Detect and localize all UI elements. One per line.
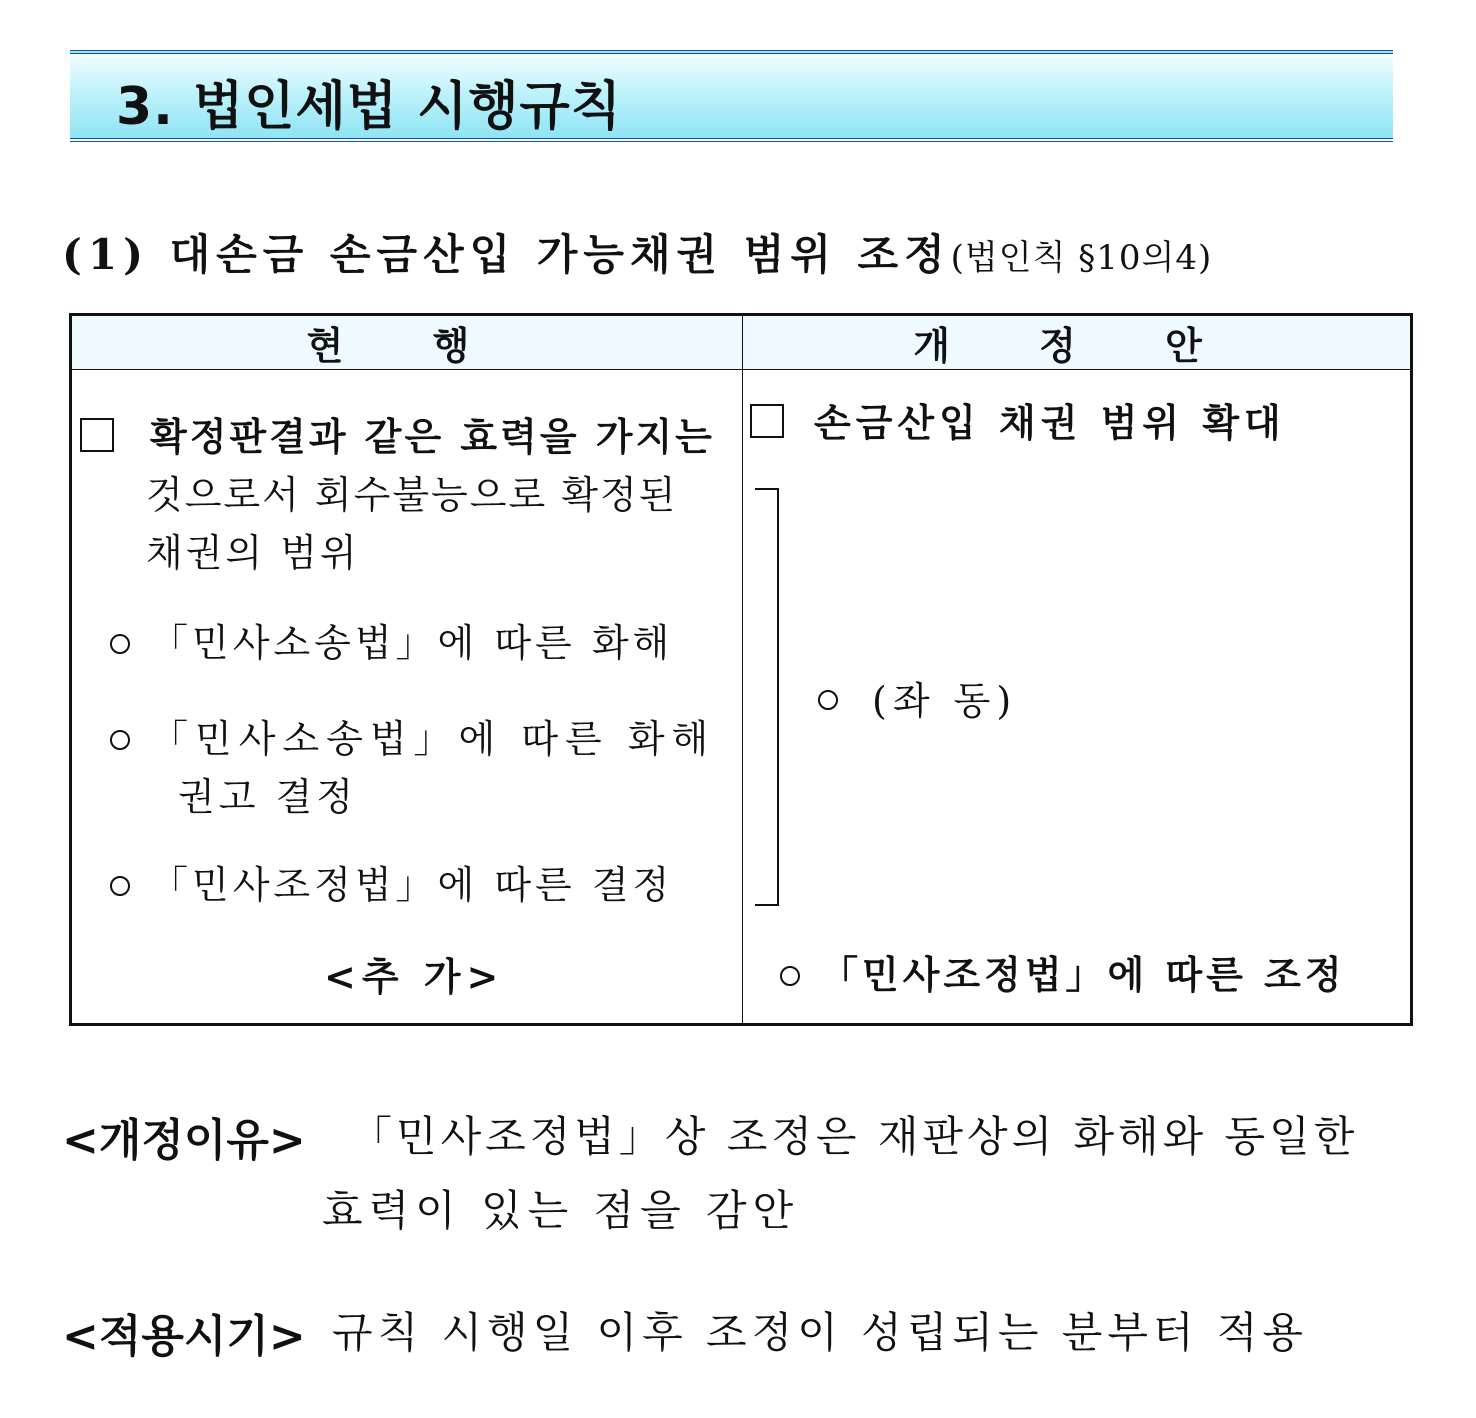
section-banner bbox=[70, 50, 1393, 142]
bullet-circle-icon bbox=[110, 876, 130, 896]
checkbox-icon bbox=[750, 404, 784, 438]
reason-line-2: 효력이 있는 점을 감안 bbox=[322, 1186, 800, 1235]
checkbox-icon bbox=[80, 418, 114, 452]
current-added-note: <추 가> bbox=[324, 954, 505, 999]
bullet-circle-icon bbox=[110, 730, 130, 750]
bullet-circle-icon bbox=[780, 966, 800, 986]
current-item-1: 「민사소송법」에 따른 화해 bbox=[150, 621, 674, 665]
bullet-circle-icon bbox=[110, 634, 130, 654]
proposed-main: 손금산입 채권 범위 확대 bbox=[814, 400, 1286, 445]
current-item-2-line1: 「민사소송법」에 따른 화해 bbox=[150, 717, 716, 761]
section-title: 3. 법인세법 시행규칙 bbox=[116, 77, 622, 137]
law-reference: (법인칙 §10의4) bbox=[950, 238, 1213, 278]
timing-label: <적용시기> bbox=[62, 1311, 306, 1362]
reason-line-1: 「민사조정법」상 조정은 재판상의 화해와 동일한 bbox=[350, 1112, 1359, 1161]
proposed-same-as-left: (좌 동) bbox=[872, 679, 1018, 723]
comparison-table bbox=[69, 313, 1413, 1026]
reason-label: <개정이유> bbox=[62, 1115, 306, 1166]
header-current: 현 행 bbox=[72, 316, 742, 369]
current-item-3: 「민사조정법」에 따른 결정 bbox=[150, 863, 674, 907]
current-main-line2: 것으로서 회수불능으로 확정된 bbox=[146, 473, 678, 517]
current-main-line3: 채권의 범위 bbox=[146, 531, 360, 575]
timing-text: 규칙 시행일 이후 조정이 성립되는 분부터 적용 bbox=[332, 1308, 1308, 1357]
subsection-heading bbox=[62, 222, 1212, 282]
same-as-left-bracket bbox=[755, 488, 779, 906]
column-divider bbox=[742, 316, 743, 1023]
current-item-2-line2: 권고 결정 bbox=[178, 775, 357, 819]
header-divider bbox=[72, 369, 1410, 370]
header-proposed: 개 정 안 bbox=[743, 316, 1410, 369]
bullet-circle-icon bbox=[818, 690, 838, 710]
current-main-line1: 확정판결과 같은 효력을 가지는 bbox=[150, 414, 715, 459]
proposed-new-item: 「민사조정법」에 따른 조정 bbox=[820, 952, 1346, 997]
subsection-title: (1) 대손금 손금산입 가능채권 범위 조정 bbox=[62, 230, 951, 279]
